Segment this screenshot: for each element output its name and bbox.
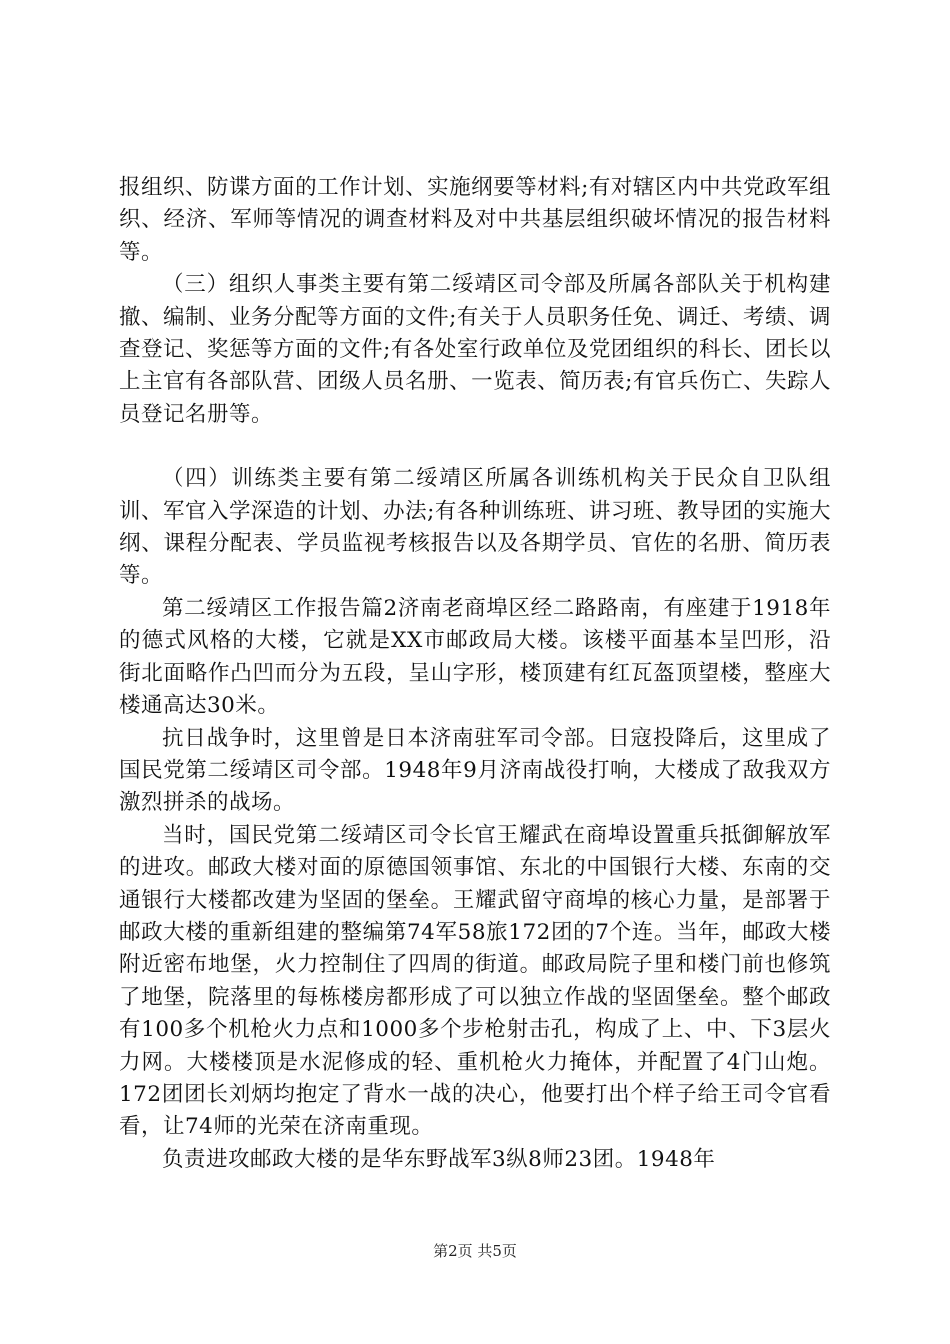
paragraph-5: 抗日战争时，这里曾是日本济南驻军司令部。日寇投降后，这里成了国民党第二绥靖区司令部。1948年9月济南战役打响，大楼成了敌我双方激烈拼杀的战场。 <box>119 725 831 816</box>
paragraph-2: （三）组织人事类主要有第二绥靖区司令部及所属各部队关于机构建撤、编制、业务分配等方面的文件;有关于人员职务任免、调迁、考绩、调查登记、奖惩等方面的文件;有各处室行政单位及党团组织的科长、团长以上主官有各部队营、团级人员名册、一览表、简历表;有官兵伤亡、失踪人员登记名册等。 <box>119 272 831 427</box>
paragraph-3: （四）训练类主要有第二绥靖区所属各训练机构关于民众自卫队组训、军官入学深造的计划、办法;有各种训练班、讲习班、教导团的实施大纲、课程分配表、学员监视考核报告以及各期学员、官佐的名册、简历表等。 <box>119 466 831 589</box>
paragraph-7: 负责进攻邮政大楼的是华东野战军3纵8师23团。1948年 <box>162 1146 716 1172</box>
paragraph-1: 报组织、防谍方面的工作计划、实施纲要等材料;有对辖区内中共党政军组织、经济、军师等情况的调查材料及对中共基层组织破坏情况的报告材料等。 <box>119 175 831 265</box>
paragraph-6: 当时，国民党第二绥靖区司令长官王耀武在商埠设置重兵抵御解放军的进攻。邮政大楼对面的原德国领事馆、东北的中国银行大楼、东南的交通银行大楼都改建为坚固的堡垒。王耀武留守商埠的核心力量，是部署于邮政大楼的重新组建的整编第74军58旅172团的7个连。当年，邮政大楼附近密布地堡，火力控制住了四周的街道。邮政局院子里和楼门前也修筑了地堡，院落里的每栋楼房都形成了可以独立作战的坚固堡垒。整个邮政有100多个机枪火力点和1000多个步枪射击孔，构成了上、中、下3层火力网。大楼楼顶是水泥修成的轻、重机枪火力掩体，并配置了4门山炮。172团团长刘炳均抱定了背水一战的决心，他要打出个样子给王司令官看看，让74师的光荣在济南重现。 <box>119 822 831 1140</box>
document-body <box>119 172 831 1176</box>
page-footer: 第2页 共5页 <box>433 1242 517 1260</box>
paragraph-4: 第二绥靖区工作报告篇2济南老商埠区经二路路南，有座建于1918年的德式风格的大楼，它就是XX市邮政局大楼。该楼平面基本呈凹形，沿街北面略作凸凹而分为五段，呈山字形，楼顶建有红瓦盔顶望楼，整座大楼通高达30米。 <box>119 595 831 719</box>
